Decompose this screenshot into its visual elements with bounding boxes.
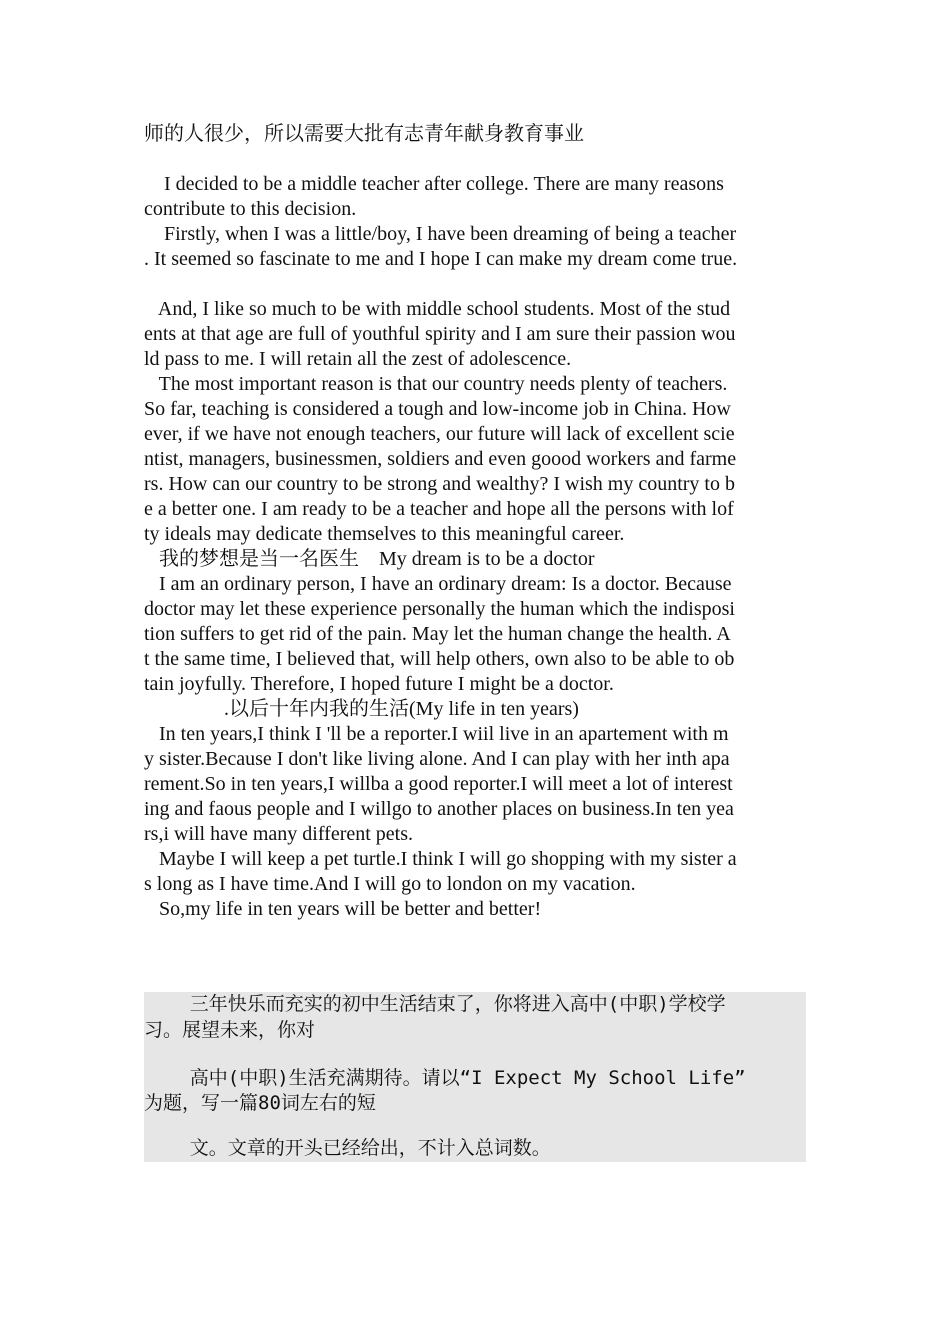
text-line: y sister.Because I don't like living alone. And I can play with her inth apa — [144, 748, 730, 770]
writing-prompt-panel — [144, 992, 806, 1162]
text-line: I am an ordinary person, I have an ordinary dream: Is a doctor. Because — [144, 573, 732, 595]
text-line: rs. How can our country to be strong and wealthy? I wish my country to b — [144, 473, 735, 495]
prompt-p1-line1: 三年快乐而充实的初中生活结束了，你将进入高中(中职)学校学 — [144, 993, 726, 1015]
text-line: ty ideals may dedicate themselves to this meaningful career. — [144, 523, 625, 545]
prompt-p3-line1: 文。文章的开头已经给出，不计入总词数。 — [144, 1137, 551, 1159]
text-line: So far, teaching is considered a tough and low-income job in China. How — [144, 398, 731, 420]
text-line: And, I like so much to be with middle school students. Most of the stud — [144, 298, 731, 320]
text-line — [144, 272, 808, 297]
prompt-p2-line2: 为题，写一篇80词左右的短 — [144, 1092, 376, 1114]
text-line: doctor may let these experience personally the human which the indisposi — [144, 598, 735, 620]
essay-text — [144, 122, 808, 922]
text-line: Maybe I will keep a pet turtle.I think I will go shopping with my sister a — [144, 848, 737, 870]
text-line: ever, if we have not enough teachers, our future will lack of excellent scie — [144, 423, 735, 445]
text-line: s long as I have time.And I will go to london on my vacation. — [144, 873, 636, 895]
text-line: 师的人很少，所以需要大批有志青年献身教育事业 — [144, 123, 584, 145]
prompt-p1-line2: 习。展望未来，你对 — [144, 1019, 316, 1041]
text-line: .以后十年内我的生活(My life in ten years) — [144, 698, 579, 720]
text-line: ents at that age are full of youthful spirity and I am sure their passion wou — [144, 323, 736, 345]
text-line: rement.So in ten years,I willba a good reporter.I will meet a lot of interest — [144, 773, 733, 795]
text-line: tain joyfully. Therefore, I hoped future I might be a doctor. — [144, 673, 614, 695]
text-line: ing and faous people and I willgo to another places on business.In ten yea — [144, 798, 734, 820]
text-line: The most important reason is that our country needs plenty of teachers. — [144, 373, 728, 395]
text-line: t the same time, I believed that, will help others, own also to be able to ob — [144, 648, 735, 670]
text-line: I decided to be a middle teacher after college. There are many reasons — [144, 173, 724, 195]
text-line: rs,i will have many different pets. — [144, 823, 414, 845]
text-line: contribute to this decision. — [144, 198, 357, 220]
text-line: . It seemed so fascinate to me and I hope I can make my dream come true. — [144, 248, 738, 270]
text-line: e a better one. I am ready to be a teacher and hope all the persons with lof — [144, 498, 734, 520]
text-line — [144, 147, 808, 172]
text-line: In ten years,I think I 'll be a reporter.I wiil live in an apartement with m — [144, 723, 729, 745]
text-line: 我的梦想是当一名医生 My dream is to be a doctor — [144, 548, 595, 570]
text-line: ntist, managers, businessmen, soldiers and even goood workers and farme — [144, 448, 737, 470]
prompt-p2-line1: 高中(中职)生活充满期待。请以“I Expect My School Life” — [144, 1067, 746, 1089]
text-line: ld pass to me. I will retain all the zest of adolescence. — [144, 348, 572, 370]
text-line: tion suffers to get rid of the pain. May let the human change the health. A — [144, 623, 731, 645]
text-line: Firstly, when I was a little/boy, I have been dreaming of being a teacher — [144, 223, 737, 245]
text-line: So,my life in ten years will be better and better! — [144, 898, 542, 920]
